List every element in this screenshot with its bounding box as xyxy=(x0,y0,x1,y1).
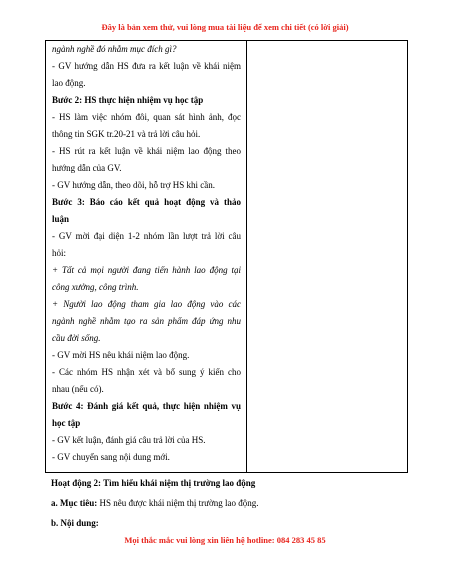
table-text-line: thông tin SGK tr.20-21 và trả lời câu hỏi. xyxy=(52,129,201,139)
table-text-line: - GV chuyển sang nội dung mới. xyxy=(52,452,170,462)
table-text-line: nhau (nếu có). xyxy=(52,384,104,394)
activity-heading: Hoạt động 2: Tìm hiểu khái niệm thị trường lao động xyxy=(51,478,256,488)
table-text-line: - GV hướng dẫn HS đưa ra kết luận về khái niệm xyxy=(52,61,241,71)
hotline-banner: Mọi thắc mắc vui lòng xin liên hệ hotline: 084 283 45 85 xyxy=(124,535,326,545)
activity-section xyxy=(51,473,411,533)
teacher-student-activity-column xyxy=(52,41,241,466)
preview-notice-banner: Đây là bản xem thử, vui lòng mua tài liệu để xem chi tiết (có lời giải) xyxy=(101,22,349,32)
table-text-line: - HS làm việc nhóm đôi, quan sát hình ảnh, đọc xyxy=(52,112,241,122)
table-text-line: - Các nhóm HS nhận xét và bổ sung ý kiến cho xyxy=(52,367,241,377)
table-text-line: + Tất cả mọi người đang tiến hành lao động tại xyxy=(52,265,241,275)
table-text-line: công xưởng, công trình. xyxy=(52,282,139,292)
table-text-line: hướng dẫn của GV. xyxy=(52,163,122,173)
table-text-line: ngành nghề đó nhằm mục đích gì? xyxy=(52,44,177,54)
table-text-line: Bước 2: HS thực hiện nhiệm vụ học tập xyxy=(52,95,204,105)
table-text-line: cầu đời sống. xyxy=(52,333,101,343)
table-text-line: - GV hướng dẫn, theo dõi, hỗ trợ HS khi cần. xyxy=(52,180,215,190)
table-text-line: luận xyxy=(52,214,70,224)
table-text-line: Bước 3: Báo cáo kết quả hoạt động và thảo xyxy=(52,197,241,207)
objective-label: a. Mục tiêu: xyxy=(51,498,98,508)
table-text-line: hỏi: xyxy=(52,248,67,258)
table-text-line: - GV mời đại diện 1-2 nhóm lần lượt trả lời câu xyxy=(52,231,241,241)
objective-text: HS nêu được khái niệm thị trường lao động. xyxy=(97,498,259,508)
table-text-line: ngành nghề nhằm tạo ra sản phẩm đáp ứng nhu xyxy=(52,316,241,326)
table-text-line: + Người lao động tham gia lao động vào các xyxy=(52,299,241,309)
table-text-line: học tập xyxy=(52,418,81,428)
content-label: b. Nội dung: xyxy=(51,518,99,528)
table-text-line: Bước 4: Đánh giá kết quả, thực hiện nhiệm vụ xyxy=(52,401,241,411)
lesson-table xyxy=(45,40,408,473)
content-column xyxy=(247,41,407,472)
objective-line xyxy=(51,493,411,513)
table-text-line: - HS rút ra kết luận về khái niệm lao động theo xyxy=(52,146,241,156)
table-text-line: - GV mời HS nêu khái niệm lao động. xyxy=(52,350,190,360)
table-text-line: - GV kết luận, đánh giá câu trả lời của HS. xyxy=(52,435,206,445)
table-text-line: lao động. xyxy=(52,78,86,88)
